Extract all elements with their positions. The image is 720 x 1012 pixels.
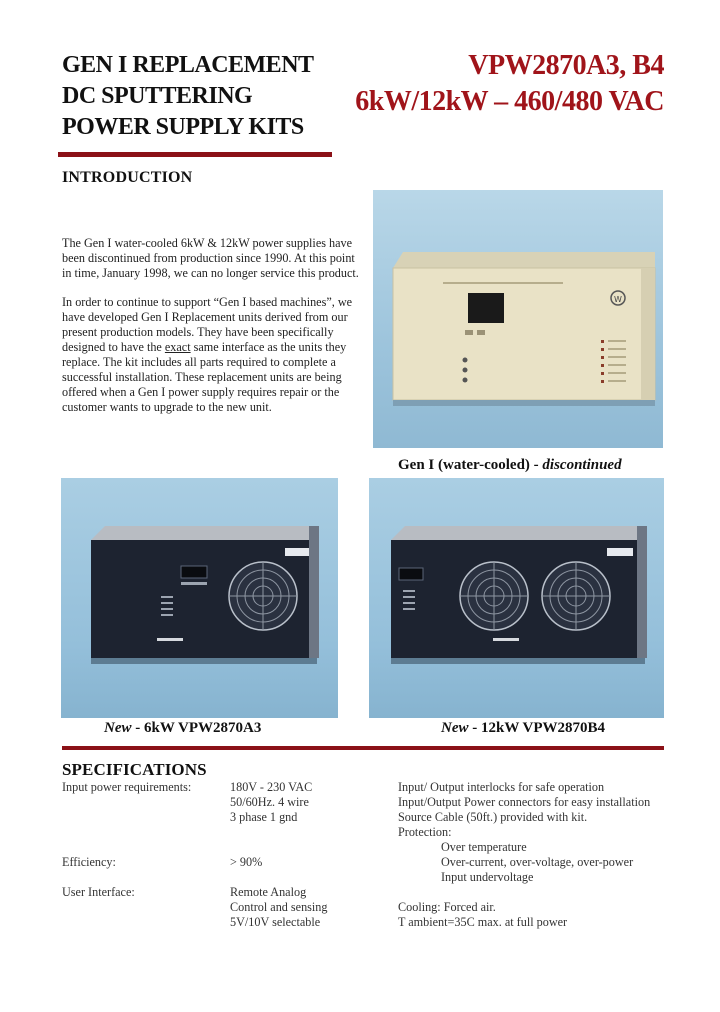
intro-heading: INTRODUCTION	[62, 169, 193, 186]
title-right	[334, 48, 664, 120]
divider-top	[58, 152, 332, 157]
gen1-unit-illustration	[373, 190, 663, 448]
caption-12kw-model: - 12kW VPW2870B4	[468, 720, 606, 736]
spec-efficiency-value: > 90%	[230, 855, 263, 869]
spec-protection-item-3: Input undervoltage	[441, 870, 534, 884]
intro-p2-start: In order to continue to support “Gen I based machines”, we have developed Gen I Replacement units derived from our present production models. They have been specifically designed to have the	[62, 295, 353, 354]
spec-right-line-1: Input/ Output interlocks for safe operation	[398, 780, 605, 794]
intro-text	[62, 236, 362, 429]
model-numbers: VPW2870A3, B4	[468, 50, 664, 81]
spec-input-value-1: 180V - 230 VAC	[230, 780, 313, 794]
spec-ui-value-2: Control and sensing	[230, 900, 328, 914]
spec-protection-item-1: Over temperature	[441, 840, 527, 854]
caption-gen1-text: Gen I (water-cooled) -	[398, 457, 543, 473]
spec-right-line-3: Source Cable (50ft.) provided with kit.	[398, 810, 588, 824]
title-line-1: GEN I REPLACEMENT	[62, 52, 314, 78]
spec-input-label: Input power requirements:	[62, 780, 192, 794]
photo-gen1-unit	[373, 190, 663, 448]
spec-ui-label: User Interface:	[62, 885, 135, 899]
caption-6kw-new: New	[104, 720, 132, 736]
specs-heading: SPECIFICATIONS	[62, 760, 207, 779]
caption-12kw	[441, 720, 605, 737]
caption-6kw	[104, 720, 261, 737]
power-rating: 6kW/12kW – 460/480 VAC	[355, 86, 664, 117]
spec-efficiency-label: Efficiency:	[62, 855, 116, 869]
unit-6kw-illustration	[61, 478, 338, 718]
spec-ambient: T ambient=35C max. at full power	[398, 915, 568, 929]
intro-paragraph-2	[62, 295, 362, 415]
intro-p2-emphasis: exact	[164, 340, 191, 354]
spec-ui-value-3: 5V/10V selectable	[230, 915, 321, 929]
divider-middle	[62, 746, 664, 750]
spec-input-value-3: 3 phase 1 gnd	[230, 810, 298, 824]
svg-text:W: W	[614, 295, 622, 304]
caption-gen1	[398, 457, 622, 474]
title-line-2: DC SPUTTERING	[62, 83, 253, 109]
spec-protection-label: Protection:	[398, 825, 452, 839]
spec-ui-value-1: Remote Analog	[230, 885, 307, 899]
photo-6kw-unit	[61, 478, 338, 718]
intro-p2-end: same interface as the units they replace. The kit includes all parts required to complete a successful installation. These replacement units are being offered when a Gen I power supply requires repair or the customer wants to upgrade to the new unit.	[62, 340, 347, 414]
photo-12kw-unit	[369, 478, 664, 718]
caption-6kw-model: - 6kW VPW2870A3	[131, 720, 262, 736]
intro-paragraph-1: The Gen I water-cooled 6kW & 12kW power supplies have been discontinued from production since 1990. At this point in time, January 1998, we can no longer service this product.	[62, 236, 359, 280]
caption-12kw-new: New	[441, 720, 469, 736]
caption-gen1-discontinued: discontinued	[542, 457, 622, 473]
title-line-3: POWER SUPPLY KITS	[62, 114, 304, 140]
spec-cooling: Cooling: Forced air.	[398, 900, 496, 914]
unit-12kw-illustration	[369, 478, 664, 718]
spec-protection-item-2: Over-current, over-voltage, over-power	[441, 855, 634, 869]
spec-right-line-2: Input/Output Power connectors for easy installation	[398, 795, 651, 809]
spec-input-value-2: 50/60Hz. 4 wire	[230, 795, 309, 809]
title-left	[62, 50, 314, 143]
